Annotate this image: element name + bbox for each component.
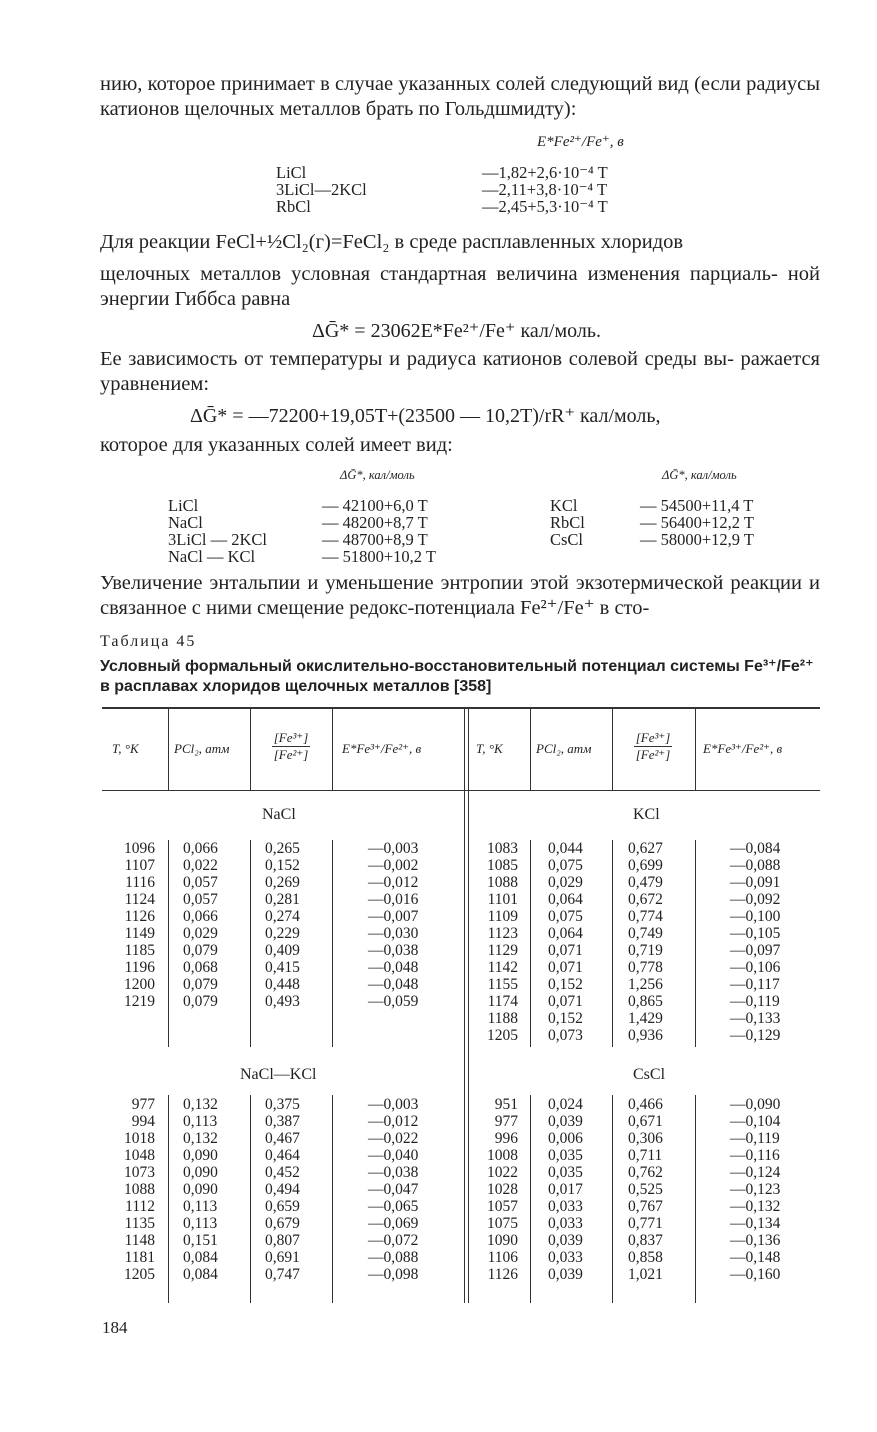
cell-ratio: 0,691 — [265, 1249, 300, 1266]
cell-potential: —0,084 — [730, 840, 781, 857]
cell-ratio: 0,659 — [265, 1198, 300, 1215]
cell-temperature: 1174 — [487, 993, 518, 1010]
cell-potential: —0,040 — [368, 1147, 419, 1164]
header-ratio — [256, 730, 326, 763]
cell-pressure: 0,113 — [183, 1113, 218, 1130]
cell-potential: —0,117 — [730, 976, 780, 993]
cell-ratio: 0,762 — [628, 1164, 663, 1181]
cell-pressure: 0,057 — [183, 891, 218, 908]
cell-ratio: 0,467 — [265, 1130, 300, 1147]
cell-ratio: 0,711 — [628, 1147, 663, 1164]
gibbs-salt: LiCl — [168, 496, 199, 515]
cell-temperature: 1196 — [124, 959, 155, 976]
col-rule — [612, 708, 613, 790]
cell-potential: —0,124 — [730, 1164, 781, 1181]
cell-pressure: 0,090 — [183, 1181, 218, 1198]
gibbs-value: — 54500+11,4 T — [640, 496, 754, 515]
cell-potential: —0,136 — [730, 1232, 781, 1249]
cell-potential: —0,092 — [730, 891, 781, 908]
cell-potential: —0,003 — [368, 1096, 419, 1113]
cell-pressure: 0,075 — [548, 908, 583, 925]
cell-temperature: 1188 — [487, 1010, 518, 1027]
cell-temperature: 1085 — [487, 857, 518, 874]
cell-potential: —0,148 — [730, 1249, 781, 1266]
cell-pressure: 0,090 — [183, 1164, 218, 1181]
reaction-line-1: Для реакции FeCl+½Cl₂(г)=FeCl₂ в среде расплавленных хлоридов — [100, 231, 684, 253]
cell-ratio: 0,719 — [628, 942, 663, 959]
cell-potential: —0,030 — [368, 925, 419, 942]
cell-potential: —0,012 — [368, 874, 419, 891]
header-ratio-den: [Fe²⁺] — [635, 747, 671, 762]
cell-temperature: 1149 — [124, 925, 155, 942]
cell-ratio: 0,375 — [265, 1096, 300, 1113]
cell-ratio: 0,494 — [265, 1181, 300, 1198]
cell-temperature: 1112 — [125, 1198, 155, 1215]
cell-ratio: 0,771 — [628, 1215, 663, 1232]
cell-temperature: 1057 — [487, 1198, 518, 1215]
col-rule — [695, 1095, 696, 1303]
cell-potential: —0,072 — [368, 1232, 419, 1249]
cell-potential: —0,123 — [730, 1181, 781, 1198]
cell-ratio: 0,306 — [628, 1130, 663, 1147]
col-rule — [612, 1095, 613, 1303]
gibbs-value: — 58000+12,9 T — [640, 530, 754, 549]
gibbs-value: — 42100+6,0 T — [322, 496, 428, 515]
dependence-paragraph: Ее зависимость от температуры и радиуса катионов солевой среды вы- ражается уравнением: — [100, 348, 820, 395]
col-rule — [332, 840, 333, 1047]
section-title: NaCl — [262, 806, 296, 823]
cell-temperature: 1075 — [487, 1215, 518, 1232]
cell-potential: —0,104 — [730, 1113, 781, 1130]
cell-pressure: 0,151 — [183, 1232, 218, 1249]
gibbs-salt: KCl — [550, 496, 578, 515]
cell-ratio: 0,152 — [265, 857, 300, 874]
cell-pressure: 0,079 — [183, 942, 218, 959]
col-rule — [250, 840, 251, 1047]
cell-potential: —0,048 — [368, 959, 419, 976]
cell-ratio: 0,479 — [628, 874, 663, 891]
col-rule — [530, 1095, 531, 1303]
cell-pressure: 0,084 — [183, 1266, 218, 1283]
cell-temperature: 1090 — [487, 1232, 518, 1249]
cell-temperature: 1205 — [124, 1266, 155, 1283]
cell-potential: —0,160 — [730, 1266, 781, 1283]
cell-temperature: 977 — [494, 1113, 518, 1130]
cell-temperature: 1073 — [124, 1164, 155, 1181]
cell-pressure: 0,024 — [548, 1096, 583, 1113]
header-pressure: PCl₂, атм — [536, 741, 592, 756]
cell-potential: —0,091 — [730, 874, 781, 891]
cell-temperature: 1185 — [124, 942, 155, 959]
cell-pressure: 0,029 — [548, 874, 583, 891]
potential-salt: 3LiCl—2KCl — [276, 180, 367, 199]
gibbs-salt: CsCl — [550, 530, 584, 549]
cell-pressure: 0,029 — [183, 925, 218, 942]
cell-ratio: 0,525 — [628, 1181, 663, 1198]
cell-pressure: 0,090 — [183, 1147, 218, 1164]
cell-temperature: 1083 — [487, 840, 518, 857]
cell-temperature: 996 — [494, 1130, 518, 1147]
cell-pressure: 0,039 — [548, 1232, 583, 1249]
cell-ratio: 0,387 — [265, 1113, 300, 1130]
cell-pressure: 0,113 — [183, 1215, 218, 1232]
cell-pressure: 0,113 — [183, 1198, 218, 1215]
cell-pressure: 0,039 — [548, 1266, 583, 1283]
cell-ratio: 0,415 — [265, 959, 300, 976]
cell-temperature: 1022 — [487, 1164, 518, 1181]
cell-pressure: 0,006 — [548, 1130, 583, 1147]
header-ratio-den: [Fe²⁺] — [273, 747, 309, 762]
cell-potential: —0,119 — [730, 993, 780, 1010]
cell-temperature: 1124 — [124, 891, 155, 908]
cell-ratio: 0,699 — [628, 857, 663, 874]
cell-potential: —0,106 — [730, 959, 781, 976]
cell-temperature: 1101 — [487, 891, 518, 908]
cell-temperature: 1088 — [487, 874, 518, 891]
col-rule — [695, 840, 696, 1047]
cell-pressure: 0,079 — [183, 993, 218, 1010]
form-paragraph: которое для указанных солей имеет вид: — [100, 434, 453, 456]
cell-ratio: 0,749 — [628, 925, 663, 942]
cell-temperature: 977 — [131, 1096, 155, 1113]
cell-ratio: 0,858 — [628, 1249, 663, 1266]
section-title: KCl — [633, 806, 660, 823]
cell-pressure: 0,071 — [548, 942, 583, 959]
cell-ratio: 0,448 — [265, 976, 300, 993]
table-header-rule — [102, 790, 820, 791]
cell-temperature: 1116 — [125, 874, 155, 891]
cell-potential: —0,007 — [368, 908, 419, 925]
cell-potential: —0,090 — [730, 1096, 781, 1113]
center-double-rule — [468, 708, 469, 1303]
cell-ratio: 0,265 — [265, 840, 300, 857]
cell-pressure: 0,035 — [548, 1147, 583, 1164]
cell-pressure: 0,035 — [548, 1164, 583, 1181]
gibbs-value: — 48700+8,9 T — [322, 530, 428, 549]
cell-ratio: 0,778 — [628, 959, 663, 976]
potential-salt: LiCl — [276, 163, 307, 182]
cell-potential: —0,098 — [368, 1266, 419, 1283]
col-rule — [168, 708, 169, 790]
cell-potential: —0,097 — [730, 942, 781, 959]
gibbs-header-left: ΔḠ*, кал/моль — [340, 468, 415, 482]
table-title: Условный формальный окислительно-восстановительный потенциал системы Fe³⁺/Fe²⁺ в расплавах хлоридов щелочных металлов [358] — [100, 658, 814, 695]
cell-pressure: 0,033 — [548, 1249, 583, 1266]
cell-pressure: 0,033 — [548, 1215, 583, 1232]
cell-temperature: 1142 — [487, 959, 518, 976]
cell-temperature: 1018 — [124, 1130, 155, 1147]
increase-paragraph: Увеличение энтальпии и уменьшение энтропии этой экзотермической реакции и связанное с ними смещение редокс-потенциала Fe²⁺/Fe⁺ в сто- — [100, 572, 820, 619]
cell-ratio: 0,807 — [265, 1232, 300, 1249]
header-temperature: T, °K — [112, 741, 139, 756]
cell-potential: —0,116 — [730, 1147, 780, 1164]
cell-potential: —0,134 — [730, 1215, 781, 1232]
cell-potential: —0,038 — [368, 1164, 419, 1181]
cell-temperature: 994 — [131, 1113, 155, 1130]
cell-pressure: 0,057 — [183, 874, 218, 891]
table-caption: Таблица 45 — [100, 633, 197, 650]
cell-ratio: 0,747 — [265, 1266, 300, 1283]
col-rule — [168, 840, 169, 1047]
cell-ratio: 0,281 — [265, 891, 300, 908]
cell-ratio: 0,493 — [265, 993, 300, 1010]
section-title: NaCl—KCl — [240, 1066, 317, 1083]
cell-temperature: 1129 — [487, 942, 518, 959]
header-pressure: PCl₂, атм — [174, 741, 230, 756]
reaction-paragraph: щелочных металлов условная стандартная величина изменения парциаль- ной энергии Гиббса равна — [100, 263, 820, 310]
cell-temperature: 1028 — [487, 1181, 518, 1198]
cell-pressure: 0,132 — [183, 1096, 218, 1113]
header-potential: E*Fe³⁺/Fe²⁺, в — [703, 741, 783, 756]
gibbs-value: — 51800+10,2 T — [322, 547, 436, 566]
col-rule — [530, 840, 531, 1047]
cell-ratio: 0,767 — [628, 1198, 663, 1215]
cell-potential: —0,065 — [368, 1198, 419, 1215]
gibbs-header-right: ΔḠ*, кал/моль — [662, 468, 737, 482]
cell-potential: —0,088 — [368, 1249, 419, 1266]
center-double-rule — [464, 708, 465, 1303]
cell-pressure: 0,132 — [183, 1130, 218, 1147]
gibbs-salt: NaCl — KCl — [168, 547, 256, 566]
cell-temperature: 1088 — [124, 1181, 155, 1198]
cell-ratio: 1,256 — [628, 976, 663, 993]
cell-potential: —0,059 — [368, 993, 419, 1010]
cell-ratio: 0,229 — [265, 925, 300, 942]
cell-pressure: 0,071 — [548, 993, 583, 1010]
cell-potential: —0,002 — [368, 857, 419, 874]
cell-potential: —0,016 — [368, 891, 419, 908]
cell-potential: —0,003 — [368, 840, 419, 857]
cell-temperature: 1096 — [124, 840, 155, 857]
cell-potential: —0,048 — [368, 976, 419, 993]
cell-ratio: 0,671 — [628, 1113, 663, 1130]
col-rule — [695, 708, 696, 790]
cell-ratio: 0,672 — [628, 891, 663, 908]
gibbs-salt: NaCl — [168, 513, 203, 532]
cell-temperature: 1109 — [487, 908, 518, 925]
col-rule — [332, 708, 333, 790]
cell-temperature: 1048 — [124, 1147, 155, 1164]
potential-salt: RbCl — [276, 197, 311, 216]
cell-pressure: 0,066 — [183, 908, 218, 925]
cell-pressure: 0,017 — [548, 1181, 583, 1198]
cell-ratio: 0,464 — [265, 1147, 300, 1164]
cell-temperature: 1123 — [487, 925, 518, 942]
col-rule — [250, 1095, 251, 1303]
cell-potential: —0,069 — [368, 1215, 419, 1232]
cell-pressure: 0,152 — [548, 976, 583, 993]
cell-temperature: 1148 — [124, 1232, 155, 1249]
cell-temperature: 1155 — [487, 976, 518, 993]
col-rule — [168, 1095, 169, 1303]
table-top-rule — [102, 707, 820, 709]
cell-pressure: 0,073 — [548, 1027, 583, 1044]
cell-ratio: 0,679 — [265, 1215, 300, 1232]
cell-potential: —0,038 — [368, 942, 419, 959]
cell-pressure: 0,084 — [183, 1249, 218, 1266]
cell-potential: —0,129 — [730, 1027, 781, 1044]
cell-potential: —0,012 — [368, 1113, 419, 1130]
header-ratio-num: [Fe³⁺] — [273, 730, 309, 745]
cell-ratio: 0,452 — [265, 1164, 300, 1181]
cell-temperature: 1126 — [124, 908, 155, 925]
cell-pressure: 0,039 — [548, 1113, 583, 1130]
cell-temperature: 1126 — [487, 1266, 518, 1283]
cell-ratio: 0,936 — [628, 1027, 663, 1044]
header-ratio — [618, 730, 688, 763]
cell-ratio: 0,865 — [628, 993, 663, 1010]
cell-temperature: 1219 — [124, 993, 155, 1010]
cell-ratio: 0,837 — [628, 1232, 663, 1249]
cell-pressure: 0,079 — [183, 976, 218, 993]
cell-ratio: 0,466 — [628, 1096, 663, 1113]
cell-pressure: 0,033 — [548, 1198, 583, 1215]
potential-value: —1,82+2,6·10⁻⁴ T — [482, 163, 608, 182]
cell-temperature: 1205 — [487, 1027, 518, 1044]
cell-ratio: 1,021 — [628, 1266, 663, 1283]
cell-pressure: 0,044 — [548, 840, 583, 857]
col-rule — [530, 708, 531, 790]
col-rule — [612, 840, 613, 1047]
cell-potential: —0,088 — [730, 857, 781, 874]
potential-value: —2,45+5,3·10⁻⁴ T — [482, 197, 608, 216]
header-temperature: T, °K — [476, 741, 503, 756]
cell-pressure: 0,068 — [183, 959, 218, 976]
cell-pressure: 0,075 — [548, 857, 583, 874]
cell-pressure: 0,022 — [183, 857, 218, 874]
cell-temperature: 1200 — [124, 976, 155, 993]
header-ratio-num: [Fe³⁺] — [635, 730, 671, 745]
cell-pressure: 0,064 — [548, 891, 583, 908]
cell-temperature: 1106 — [487, 1249, 518, 1266]
cell-temperature: 1008 — [487, 1147, 518, 1164]
cell-potential: —0,047 — [368, 1181, 419, 1198]
cell-potential: —0,105 — [730, 925, 781, 942]
cell-ratio: 0,409 — [265, 942, 300, 959]
cell-potential: —0,100 — [730, 908, 781, 925]
potential-header: E*Fe²⁺/Fe⁺, в — [537, 134, 624, 150]
cell-potential: —0,022 — [368, 1130, 419, 1147]
header-potential: E*Fe³⁺/Fe²⁺, в — [342, 741, 422, 756]
cell-potential: —0,133 — [730, 1010, 781, 1027]
cell-pressure: 0,066 — [183, 840, 218, 857]
cell-temperature: 951 — [494, 1096, 518, 1113]
cell-temperature: 1181 — [124, 1249, 155, 1266]
cell-ratio: 1,429 — [628, 1010, 663, 1027]
gibbs-salt: RbCl — [550, 513, 585, 532]
equation-1: ΔḠ* = 23062E*Fe²⁺/Fe⁺ кал/моль. — [312, 320, 601, 342]
intro-paragraph: нию, которое принимает в случае указанных солей следующий вид (если радиусы катионов щелочных металлов брать по Гольдшмидту): — [100, 73, 820, 120]
cell-ratio: 0,774 — [628, 908, 663, 925]
gibbs-salt: 3LiCl — 2KCl — [168, 530, 268, 549]
cell-ratio: 0,269 — [265, 874, 300, 891]
cell-pressure: 0,071 — [548, 959, 583, 976]
equation-2: ΔḠ* = —72200+19,05T+(23500 — 10,2T)/rR⁺ кал/моль, — [190, 405, 661, 427]
cell-ratio: 0,627 — [628, 840, 663, 857]
cell-pressure: 0,064 — [548, 925, 583, 942]
cell-potential: —0,132 — [730, 1198, 781, 1215]
cell-temperature: 1107 — [124, 857, 155, 874]
section-title: CsCl — [633, 1066, 666, 1083]
page-number: 184 — [102, 1318, 128, 1337]
cell-temperature: 1135 — [124, 1215, 155, 1232]
cell-ratio: 0,274 — [265, 908, 300, 925]
gibbs-value: — 48200+8,7 T — [322, 513, 428, 532]
gibbs-value: — 56400+12,2 T — [640, 513, 754, 532]
cell-pressure: 0,152 — [548, 1010, 583, 1027]
col-rule — [250, 708, 251, 790]
col-rule — [332, 1095, 333, 1303]
cell-potential: —0,119 — [730, 1130, 780, 1147]
potential-value: —2,11+3,8·10⁻⁴ T — [482, 180, 608, 199]
